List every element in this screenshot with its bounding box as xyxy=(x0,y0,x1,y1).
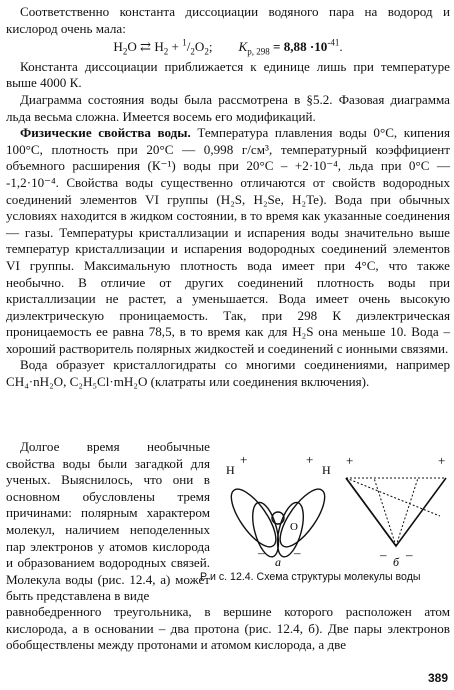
eq-frac-sup: 1 xyxy=(182,37,187,48)
eq-h: H xyxy=(113,39,123,55)
inner-line-2 xyxy=(374,478,396,546)
minus-right: – xyxy=(294,545,301,560)
eq-sub: 2 xyxy=(122,46,128,57)
label-h-right: H xyxy=(322,463,331,477)
paragraph-column: Долгое время необычные свойства воды были загадкой для ученых. Выяснилось, что они в основном обусловлены тремя причинами: полярным характером молекул, наличием неподеленных пар электронов у атомов кислорода и образованием водородных связей. Молекула воды (рис. 12.4, а) может быть представлена в виде xyxy=(6,439,210,604)
triangle-left-edge xyxy=(346,478,396,546)
eq-k-sub: p, 298 xyxy=(247,46,270,57)
orbital-right xyxy=(272,483,332,554)
label-o: O xyxy=(290,521,298,533)
plus-right: + xyxy=(306,456,314,467)
eq-k: K xyxy=(238,39,248,55)
eq-k-value: = 8,88 ·10 xyxy=(269,39,328,55)
figure-a-orbitals xyxy=(218,456,338,566)
eq-frac-sub: 2 xyxy=(190,46,195,57)
orbital-left xyxy=(223,483,283,554)
paragraph-dissociation: Соответственно константа диссоциации водяного пара на водород и кислород очень мала: xyxy=(6,4,450,36)
physical-heading: Физические свойства воды. xyxy=(20,125,191,141)
eq-o2: O xyxy=(194,39,205,55)
eq-sub2: 2 xyxy=(163,46,169,57)
text-block-top xyxy=(6,4,450,391)
label-b: б xyxy=(393,555,400,566)
text-block-bottom xyxy=(6,604,450,654)
eq-semicolon: ; xyxy=(208,39,213,55)
paragraph-const: Константа диссоциации приближается к единице лишь при температуре выше 4000 К. xyxy=(6,58,450,91)
eq-h2: H xyxy=(154,39,164,55)
paragraph-physical xyxy=(6,125,450,357)
plus-b-left: + xyxy=(346,456,354,468)
minus-b-right: – xyxy=(406,547,413,562)
eq-arrow: ⇄ xyxy=(136,39,155,55)
triangle-sides xyxy=(346,478,446,546)
plus-left: + xyxy=(240,456,248,467)
eq-dot: . xyxy=(339,39,343,55)
text-column-left xyxy=(6,439,210,605)
label-a: а xyxy=(275,555,281,566)
label-h-left: H xyxy=(226,463,235,477)
equation xyxy=(6,39,450,56)
paragraph-continuation: равнобедренного треугольника, в вершине которого расположен атом кислорода, а в основании – два протона (рис. 12.4, б). Две пары электронов обобществлены между протонами и атомом кислорода, а две xyxy=(6,604,450,653)
plus-b-right: + xyxy=(438,456,446,468)
eq-k-exp: -41 xyxy=(327,37,340,48)
figure-b-triangle xyxy=(340,456,452,566)
eq-o: O xyxy=(127,39,137,55)
minus-b-left: – xyxy=(380,547,387,562)
paragraph-clathrates: Вода образует кристаллогидраты со многими соединениями, например CH₄·nH₂O, C₂H₅Cl·mH₂O (клатраты или соединения включения). xyxy=(6,357,450,390)
figure-caption: Р и с. 12.4. Схема структуры молекулы воды xyxy=(200,571,421,583)
paragraph-diagram: Диаграмма состояния воды была рассмотрена в §5.2. Фазовая диаграмма льда весьма сложна. Имеется восемь его модификаций. xyxy=(6,91,450,124)
eq-sub3: 2 xyxy=(204,46,209,57)
minus-left: – xyxy=(258,545,265,560)
inner-line-1 xyxy=(396,478,418,546)
eq-frac-slash: / xyxy=(186,39,191,55)
page-number: 389 xyxy=(427,671,448,685)
eq-plus: + xyxy=(168,39,183,55)
physical-text: Температура плавления воды 0°С, кипения 100°С, плотность при 20°С — 0,998 г/см³, температурный коэффициент объемного расширения (К⁻¹) воды при 20°С – +2·10⁻⁴, льда при 0°С — -1,2·10⁻⁴. Свойства воды существенно отличаются от свойств водородных соединений элементов VI группы (H₂S, H₂Se, H₂Te). Вода при обычных условиях находится в жидком состоянии, в то время как указанные соединения — газы. Температуры кристаллизации и испарения воды значительно выше температур кристаллизации и испарения водородных соединений элементов VI группы. Максимальную плотность вода имеет при 4°С, что также необычно. В отличие от других соединений плотность воды при кристаллизации не растет, а уменьшается. Вода имеет очень высокую диэлектрическую проницаемость. Так, при 298 К диэлектрическая проницаемость ее равна 78,5, в то время как для H₂S она меньше 10. Вода – хороший растворитель полярных жидкостей и соединений с ионными связями. xyxy=(6,125,450,356)
